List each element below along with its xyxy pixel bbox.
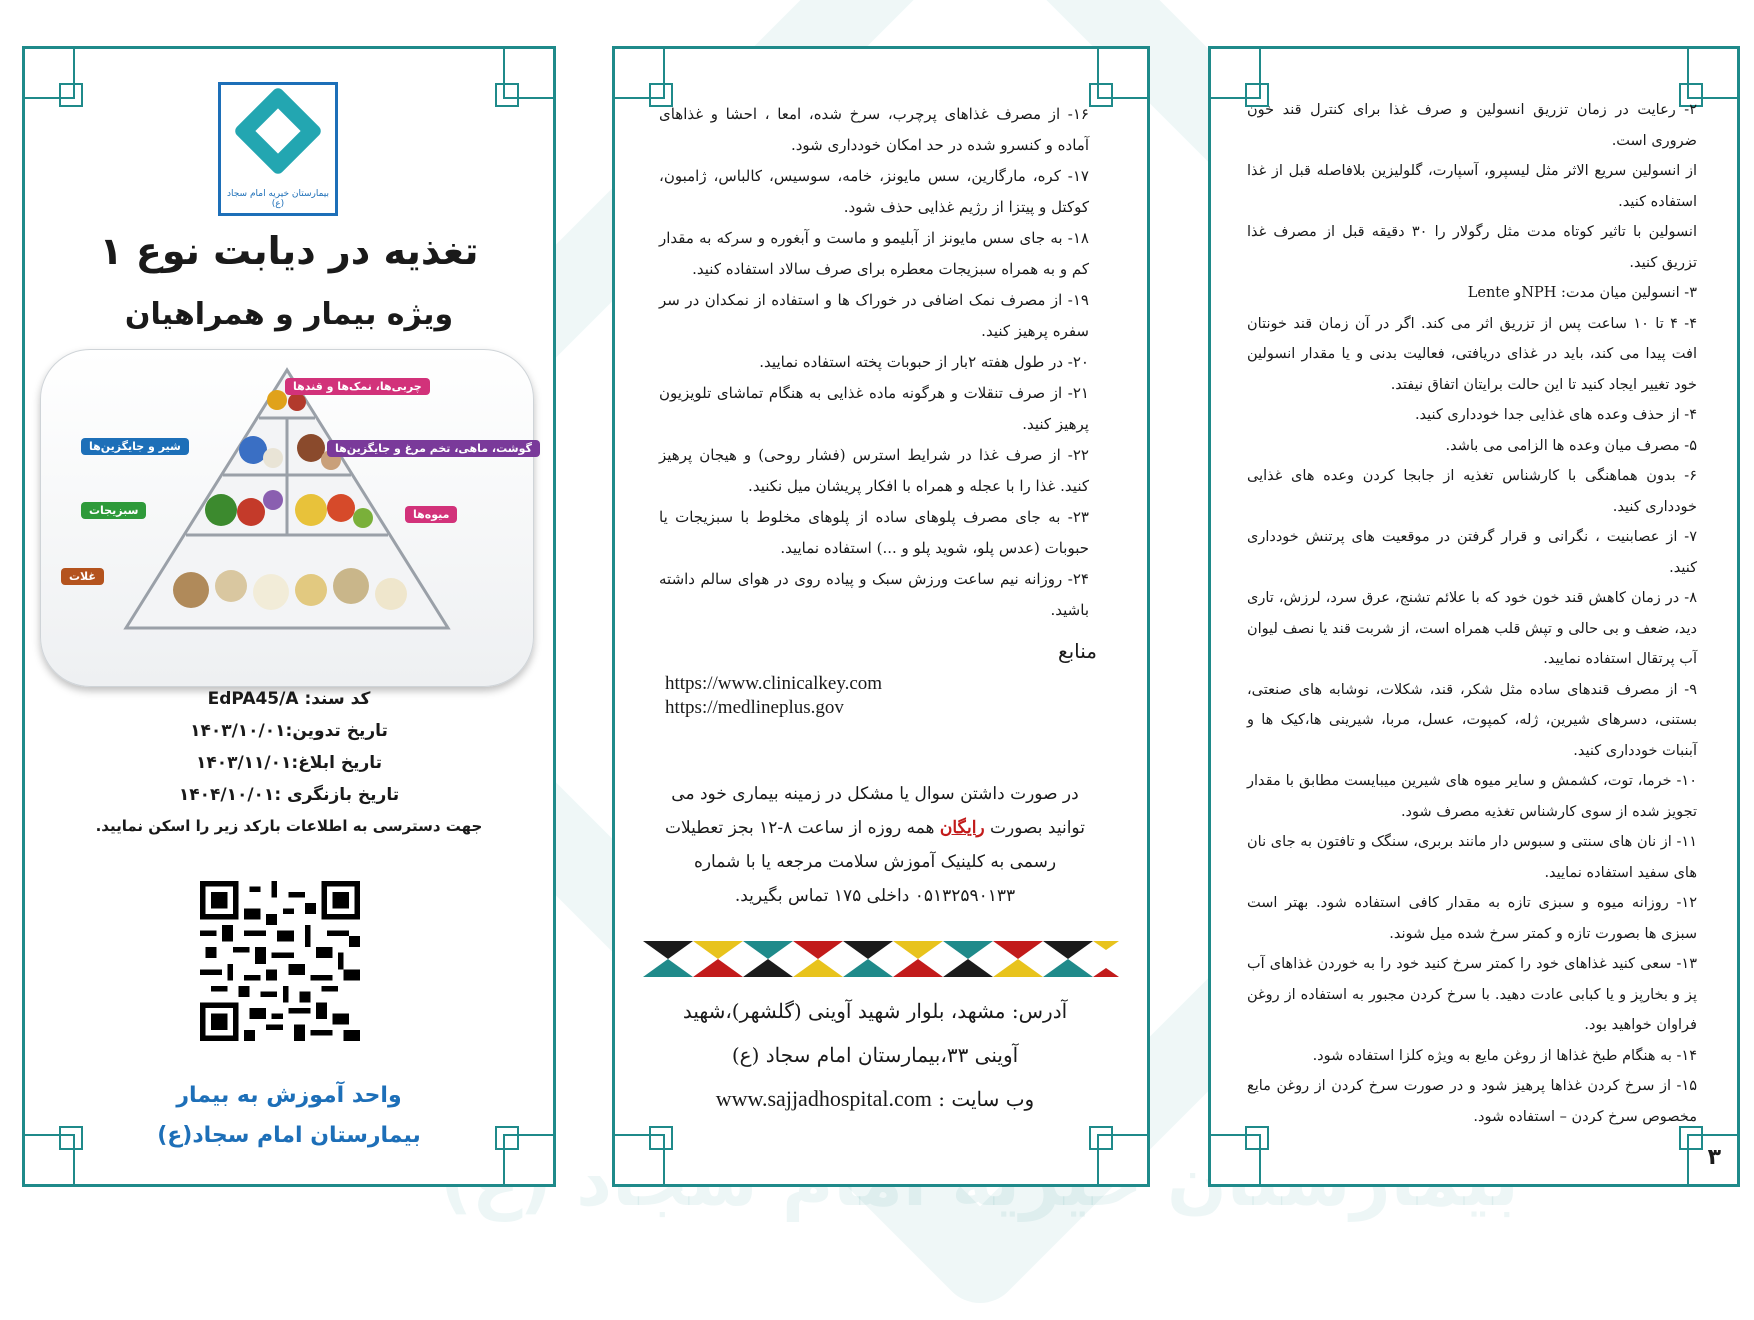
corner-ornament: [1211, 1134, 1261, 1184]
list-item: ۱۸- به جای سس مایونز از آبلیمو و ماست و آبغوره و سرکه به مقدار کم و به همراه سبزیجات معطره برای صرف سالاد استفاده کنید.: [659, 229, 1089, 278]
date-notified: تاریخ ابلاغ:۱۴۰۳/۱۱/۰۱: [195, 753, 383, 773]
list-item: ۴- از حذف وعده های غذایی جدا خودداری کنید.: [1414, 407, 1697, 423]
date-written: تاریخ تدوین:۱۴۰۳/۱۰/۰۱: [190, 721, 388, 741]
qr-instruction: جهت دسترسی به اطلاعات بارکد زیر را اسکن نمایید.: [95, 817, 483, 835]
website-link[interactable]: www.sajjadhospital.com: [715, 1086, 932, 1111]
corner-ornament: [615, 1134, 665, 1184]
address-block: [655, 989, 1095, 1121]
list-item: ۳- انسولین میان مدت: NPHو Lente: [1467, 285, 1697, 301]
list-item: ۱۰- خرما، توت، کشمش و سایر میوه های شیرین میبایست مطابق با مقدار تجویز شده از سوی کارشناس تغذیه مصرف شود.: [1247, 773, 1697, 820]
advice-list-middle: [659, 99, 1089, 626]
cover-panel: [22, 46, 556, 1187]
pyramid-label-fruits: میوه‌ها: [405, 506, 457, 523]
list-item: ۱۲- روزانه میوه و سبزی تازه به مقدار کافی استفاده شود. بهتر است سبزی ها بصورت تازه و کمتر سرخ شده میل شوند.: [1247, 895, 1697, 942]
address-line: آوینی ۳۳،بیمارستان امام سجاد (ع): [731, 1043, 1019, 1067]
list-item: ۱۱- از نان های سنتی و سبوس دار مانند بربری، سنگک و تافتون به جای نان های سفید استفاده نمایید.: [1247, 834, 1697, 881]
decorative-border-icon: [643, 941, 1119, 977]
list-item: ۲۱- از صرف تنقلات و هرگونه ماده غذایی به هنگام تماشای تلویزیون پرهیز کنید.: [659, 384, 1089, 433]
list-item: ۲۰- در طول هفته ۲بار از حبوبات پخته استفاده نمایید.: [759, 353, 1089, 371]
list-item: ۲۲- از صرف غذا در شرایط استرس (فشار روحی) و هیجان پرهیز کنید. غذا را با عجله و همراه با افکار پریشان میل نکنید.: [659, 446, 1089, 495]
list-item: ۵- مصرف میان وعده ها الزامی می باشد.: [1445, 437, 1697, 454]
website-line: [655, 1077, 1095, 1121]
corner-ornament: [1097, 49, 1147, 99]
free-highlight: رایگان: [939, 818, 985, 838]
sources-title: منابع: [1057, 639, 1097, 663]
source-link[interactable]: https://medlineplus.gov: [665, 697, 844, 718]
pyramid-label-fats: چربی‌ها، نمک‌ها و قندها: [285, 378, 430, 395]
corner-ornament: [1687, 49, 1737, 99]
advice-list-right: [1247, 95, 1697, 1132]
corner-ornament: [503, 49, 553, 99]
brochure-subtitle: ویژه بیمار و همراهیان: [124, 297, 454, 332]
dept-name: واحد آموزش به بیمار: [176, 1083, 402, 1108]
source-link[interactable]: https://www.clinicalkey.com: [665, 673, 883, 694]
list-item: ۱۶- از مصرف غذاهای پرچرب، سرخ شده، امعا ، احشا و غذاهای آماده و کنسرو شده در حد امکان خودداری شود.: [659, 105, 1089, 154]
corner-ornament: [25, 49, 75, 99]
logo-caption: بیمارستان خیریه امام سجاد (ع): [226, 189, 329, 209]
hospital-logo: [218, 82, 338, 216]
pyramid-label-milk: شیر و جایگزین‌ها: [81, 438, 189, 455]
pyramid-label-vegetables: سبزیجات: [81, 502, 146, 519]
doc-code: EdPA45/A: [207, 689, 299, 709]
list-item: ۱۹- از مصرف نمک اضافی در خوراک ها و استفاده از نمکدان در سر سفره پرهیز کنید.: [659, 291, 1089, 340]
pyramid-label-meat: گوشت، ماهی، تخم مرغ و جایگزین‌ها: [327, 440, 540, 457]
list-item: ۸- در زمان کاهش قند خون خود که با علائم تشنج، عرق سرد، لرزش، تاری دید، ضعف و بی حالی و تپش قلب همراه است، از شربت قند یا نصف لیوان آب پرتقال استفاده نمایید.: [1247, 590, 1697, 667]
qr-code[interactable]: [200, 881, 360, 1041]
list-item: ۲- رعایت در زمان تزریق انسولین و صرف غذا برای کنترل قند خون ضروری است.: [1247, 102, 1697, 149]
right-panel: [1208, 46, 1740, 1187]
list-item: انسولین با تاثیر کوتاه مدت مثل رگولار را ۳۰ دقیقه قبل از مصرف غذا تزریق کنید.: [1247, 224, 1697, 271]
list-item: ۱۳- سعی کنید غذاهای خود را کمتر سرخ کنید خود را به خوردن غذاهای آب پز و بخارپز و یا کبابی عادت دهید. با سرخ کردن مجبور به استفاده از روغن فراوان خواهید بود.: [1247, 956, 1697, 1033]
doc-code-label: کد سند:: [304, 689, 371, 709]
corner-ornament: [615, 49, 665, 99]
list-item: ۱۴- به هنگام طبخ غذاها از روغن مایع به ویژه کلزا استفاده شود.: [1312, 1047, 1697, 1064]
contact-info: در صورت داشتن سوال یا مشکل در زمینه بیماری خود می توانید بصورت رایگان همه روزه از ساعت ۸-۱۲ بجز تعطیلات رسمی به کلینیک آموزش سلامت مرجعه یا با شماره ۰۵۱۳۲۵۹۰۱۳۳ داخلی ۱۷۵ تماس بگیرید.: [665, 784, 1085, 906]
list-item: ۴- ۴ تا ۱۰ ساعت پس از تزریق اثر می کند. اگر در آن زمان قند خونتان افت پیدا می کند، باید در غذای دریافتی، فعالیت بدنی و یا مقدار انسولین خود تغییر ایجاد کنید تا این حالت برایتان اتفاق نیفتد.: [1247, 315, 1698, 393]
list-item: ۷- از عصابنیت ، نگرانی و قرار گرفتن در موقعیت های پرتنش خودداری کنید.: [1247, 529, 1697, 576]
list-item: ۱۵- از سرخ کردن غذاها پرهیز شود و در صورت سرخ کردن از روغن مایع مخصوص سرخ کردن – استفاده شود.: [1247, 1078, 1697, 1125]
corner-ornament: [1211, 49, 1261, 99]
list-item: ۱۷- کره، مارگارین، سس مایونز، خامه، سوسیس، کالباس، ژامبون، کوکتل و پیتزا از رژیم غذایی حذف شود.: [659, 167, 1089, 216]
list-item: از انسولین سریع الاثر مثل لیسپرو، آسپارت، گلولیزین بلافاصله قبل از غذا استفاده کنید.: [1247, 163, 1697, 210]
hospital-name: بیمارستان امام سجاد(ع): [157, 1123, 421, 1148]
website-label: وب سایت :: [938, 1087, 1035, 1111]
list-item: ۹- از مصرف قندهای ساده مثل شکر، قند، شکلات، نوشابه های صنعتی، بستنی، دسرهای شیرین، ژله، کمپوت، عسل، مربا، شیرینی ها،کیک ها و آبنبات خودداری کنید.: [1247, 681, 1697, 759]
list-item: ۲۳- به جای مصرف پلوهای ساده از پلوهای مخلوط با سبزیجات یا حبوبات (عدس پلو، شوید پلو و ...) استفاده نمایید.: [659, 508, 1089, 557]
address-line: آدرس: مشهد، بلوار شهید آوینی (گلشهر)،شهید: [682, 999, 1068, 1023]
middle-panel: [612, 46, 1150, 1187]
page-number: ۳: [1707, 1145, 1721, 1170]
date-review: تاریخ بازنگری :۱۴۰۴/۱۰/۰۱: [178, 785, 400, 805]
corner-ornament: [1097, 1134, 1147, 1184]
list-item: ۶- بدون هماهنگی با کارشناس تغذیه از جابجا کردن وعده های غذایی خودداری کنید.: [1247, 468, 1697, 515]
food-pyramid-image: [40, 349, 534, 687]
brochure-title: تغذیه در دیابت نوع ۱: [99, 229, 479, 273]
doc-code-line: [25, 689, 553, 709]
pyramid-label-grains: غلات: [61, 568, 104, 585]
list-item: ۲۴- روزانه نیم ساعت ورزش سبک و پیاده روی در هوای سالم داشته باشید.: [659, 570, 1089, 619]
